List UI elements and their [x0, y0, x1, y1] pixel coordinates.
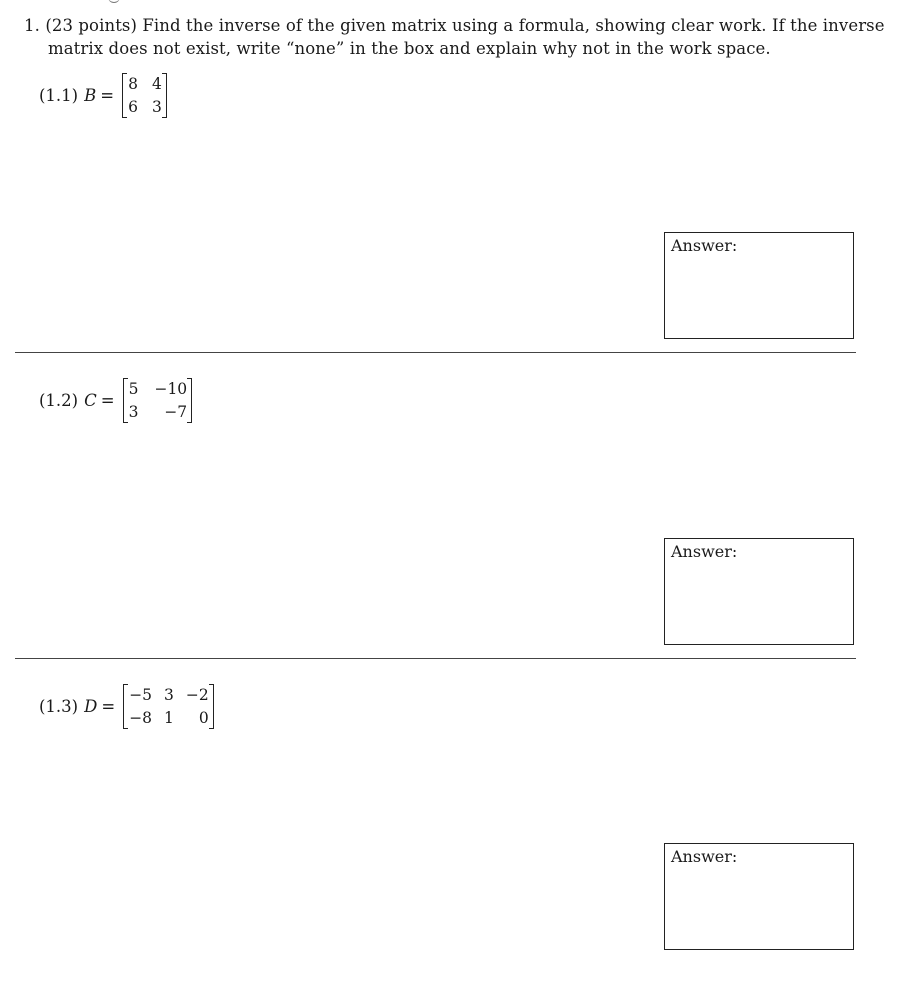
- part-1-2: [39, 378, 192, 423]
- matrix-cell: 3: [128, 403, 139, 421]
- matrix-cell: 3: [164, 686, 174, 704]
- matrix-cell: 5: [128, 380, 139, 398]
- part-label: (1.3): [39, 697, 79, 716]
- problem-number: 1.: [24, 16, 40, 35]
- section-divider: [15, 352, 856, 353]
- matrix-cell: −8: [129, 709, 153, 727]
- problem-statement-line2: matrix does not exist, write “none” in the box and explain why not in the work space.: [48, 39, 771, 58]
- matrix-cell: −7: [164, 403, 188, 421]
- matrix-cell: 4: [151, 75, 162, 93]
- matrix-b: [122, 73, 167, 118]
- answer-label: Answer:: [671, 847, 738, 866]
- part-1-1: [39, 73, 167, 118]
- matrix-variable: B: [84, 86, 97, 105]
- section-divider: [15, 658, 856, 659]
- matrix-cell: 8: [128, 75, 138, 93]
- problem-text-1: (23 points) Find the inverse of the given matrix using a formula, showing clear work. If the inverse: [45, 16, 885, 35]
- matrix-variable: D: [84, 697, 98, 716]
- matrix-cell: 3: [151, 98, 162, 116]
- equals-sign: =: [100, 86, 115, 105]
- matrix-variable: C: [84, 391, 97, 410]
- matrix-cell: 1: [164, 709, 174, 727]
- matrix-cell: −5: [129, 686, 153, 704]
- equals-sign: =: [100, 391, 115, 410]
- matrix-cell: 0: [198, 709, 209, 727]
- equals-sign: =: [101, 697, 116, 716]
- matrix-d: [123, 684, 214, 729]
- matrix-cell: −2: [185, 686, 209, 704]
- answer-box-1-3[interactable]: [664, 843, 854, 950]
- cropped-glyph-artifact: [108, 0, 120, 3]
- part-1-3: [39, 684, 214, 729]
- answer-box-1-2[interactable]: [664, 538, 854, 645]
- part-label: (1.1): [39, 86, 79, 105]
- matrix-cell: 6: [128, 98, 138, 116]
- problem-statement-line1: [24, 16, 885, 35]
- answer-box-1-1[interactable]: [664, 232, 854, 339]
- answer-label: Answer:: [671, 542, 738, 561]
- part-label: (1.2): [39, 391, 79, 410]
- answer-label: Answer:: [671, 236, 738, 255]
- matrix-cell: −10: [154, 380, 188, 398]
- matrix-c: [123, 378, 193, 423]
